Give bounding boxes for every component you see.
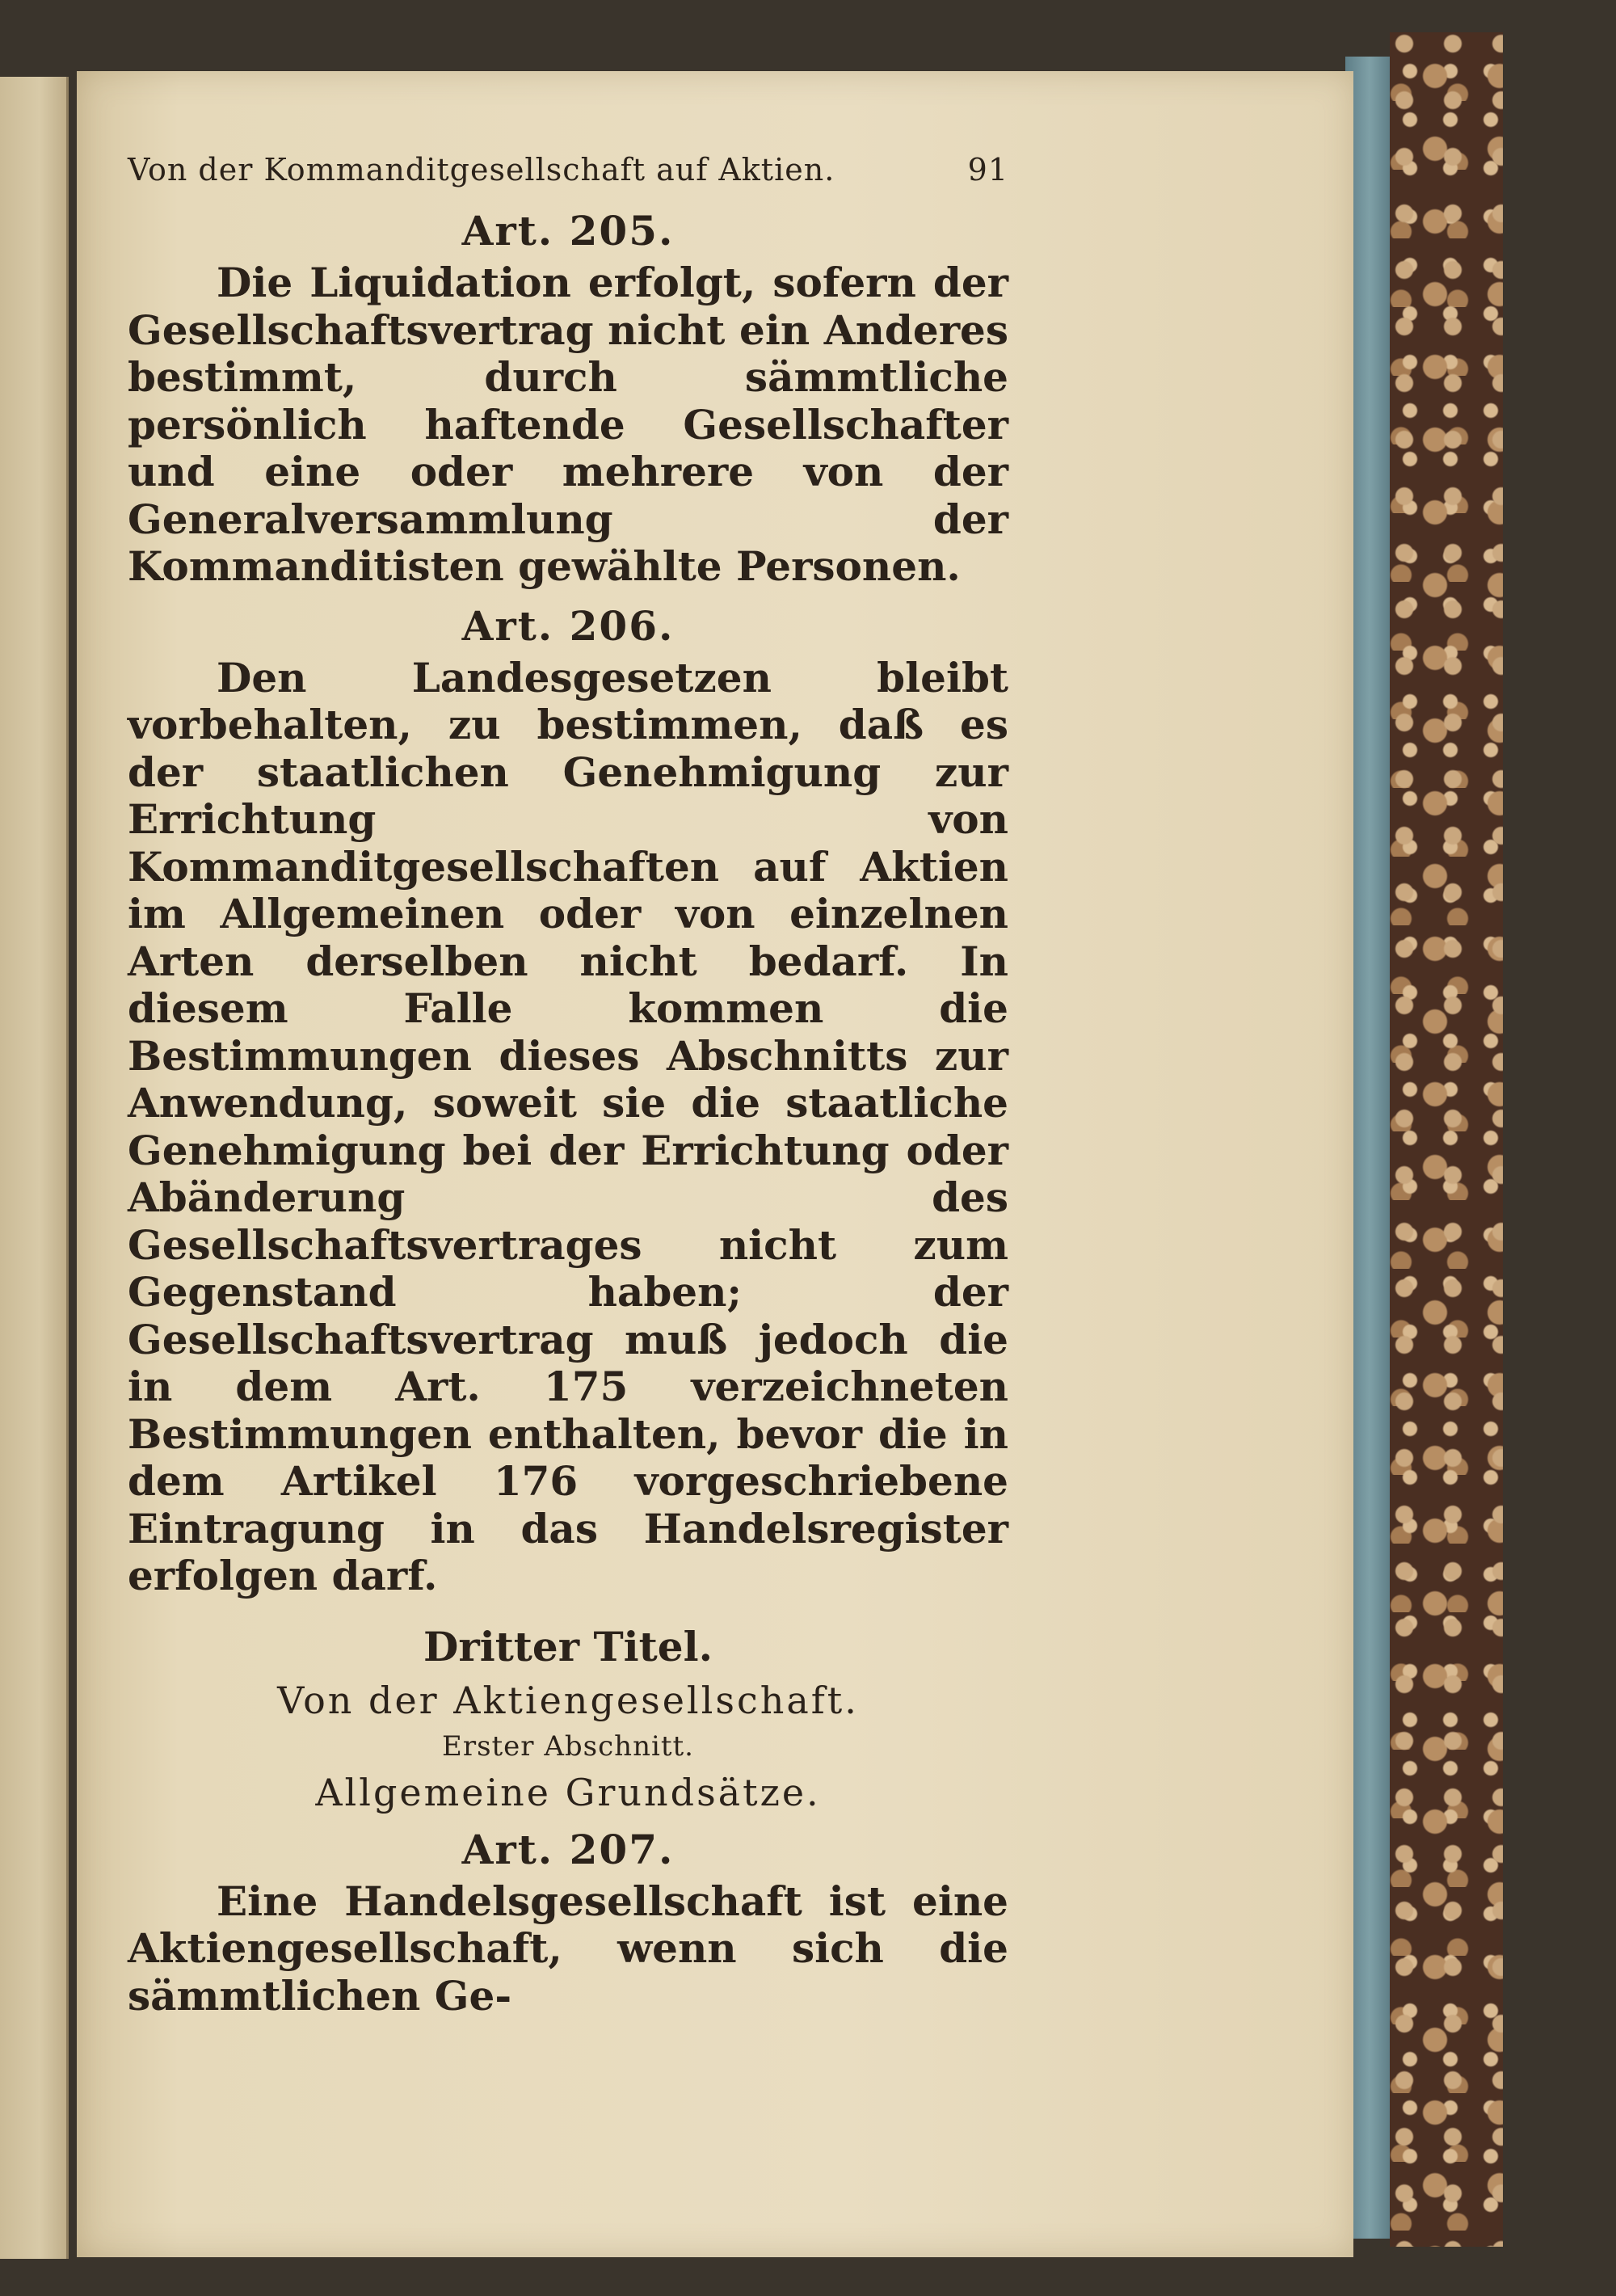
part-title: Dritter Titel.	[423, 1622, 713, 1670]
article-206-heading: Art. 206.	[461, 601, 675, 650]
title-block	[128, 1623, 1008, 1814]
section-title: Allgemeine Grundsätze.	[315, 1770, 821, 1814]
article-207-text: Eine Handelsgesellschaft ist eine Aktiengesellschaft, wenn sich die sämmtlichen Ge-	[128, 1877, 1008, 2020]
article-205-heading: Art. 205.	[461, 207, 675, 255]
article-205-text: Die Liquidation erfolgt, sofern der Gesellschaftsvertrag nicht ein Anderes bestimmt, durch sämmtliche persönlich haftende Gesellschafter und eine oder mehrere von der Generalversammlung der Kommanditisten gewählte Personen.	[128, 259, 1008, 590]
section-label: Erster Abschnitt.	[442, 1729, 694, 1763]
article-206-text: Den Landesgesetzen bleibt vorbehalten, zu bestimmen, daß es der staatlichen Genehmigung zur Errichtung von Kommanditgesellschaften auf Aktien im Allgemeinen oder von einzelnen Arten derselben nicht bedarf. In diesem Falle kommen die Bestimmungen dieses Abschnitts zur Anwendung, soweit sie die staatliche Genehmigung bei der Errichtung oder Abänderung des Gesellschaftsvertrages nicht zum Gegenstand haben; der Gesellschaftsvertrag muß jedoch die in dem Art. 175 verzeichneten Bestimmungen enthalten, bevor die in dem Artikel 176 vorgeschriebene Eintragung in das Handelsregister erfolgen darf.	[128, 653, 1008, 1599]
page-text	[128, 152, 1008, 2020]
left-page-edge	[0, 77, 69, 2259]
running-head	[128, 152, 1008, 187]
article-207-heading: Art. 207.	[461, 1825, 675, 1873]
marbled-cover-edge	[1390, 32, 1503, 2247]
part-subtitle: Von der Aktiengesellschaft.	[277, 1678, 859, 1722]
running-head-title: Von der Kommanditgesellschaft auf Aktien.	[128, 152, 835, 187]
page-number: 91	[967, 152, 1008, 187]
